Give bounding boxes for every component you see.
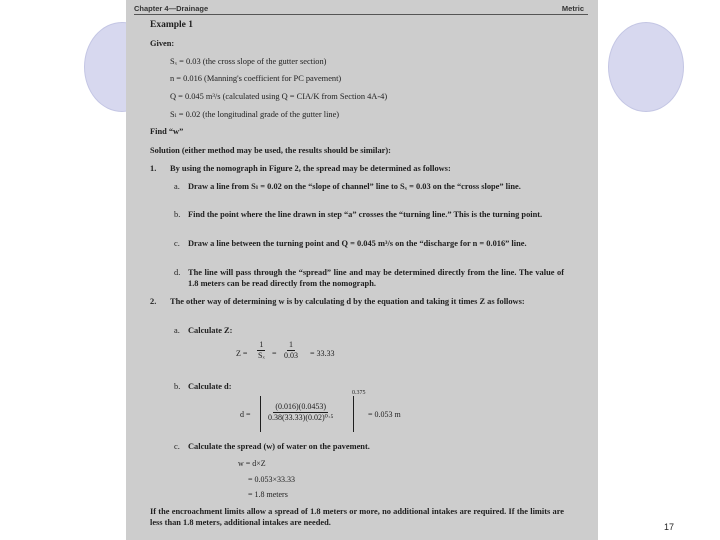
given-sx: Sₓ = 0.03 (the cross slope of the gutter section) <box>170 57 327 66</box>
step1-a-text: Draw a line from Sₗ = 0.02 on the “slope of channel” line to Sₓ = 0.03 on the “cross slope” line. <box>188 182 521 191</box>
step1-number: 1. <box>150 164 157 173</box>
z-equals: = <box>272 349 277 358</box>
w-line-1: w = d×Z <box>238 459 266 468</box>
given-q: Q = 0.045 m³/s (calculated using Q = CIA/K from Section 4A-4) <box>170 92 388 101</box>
z-lhs: Z = <box>236 349 248 358</box>
scanned-page <box>126 0 598 540</box>
w-line-3: = 1.8 meters <box>248 490 288 499</box>
z-fraction-2-numerator: 1 <box>289 340 293 349</box>
step2-c-label: c. <box>174 442 180 451</box>
z-result: = 33.33 <box>310 349 335 358</box>
conclusion-text: If the encroachment limits allow a spread of 1.8 meters or more, no additional intakes are required. If the limits are less than 1.8 meters, additional intakes are needed. <box>150 507 564 527</box>
z-fraction-2 <box>282 340 300 361</box>
step1-c-text: Draw a line between the turning point and Q = 0.045 m³/s on the “discharge for n = 0.016” line. <box>188 239 527 248</box>
step2-text: The other way of determining w is by calculating d by the equation and taking it times Z as follows: <box>170 297 525 306</box>
d-numerator: (0.016)(0.0453) <box>275 402 326 411</box>
step1-d-text: The line will pass through the “spread” line and may be determined directly from the line. The value of 1.8 meters can be read directly from the nomograph. <box>188 268 564 288</box>
d-exponent: 0.375 <box>352 390 366 396</box>
z-fraction-1 <box>256 340 267 361</box>
d-fraction <box>266 402 335 423</box>
d-result: = 0.053 m <box>368 410 401 419</box>
find-line: Find “w” <box>150 127 184 136</box>
step1-a-label: a. <box>174 182 180 191</box>
given-label: Given: <box>150 39 175 48</box>
step1-b-label: b. <box>174 210 181 219</box>
d-denominator: 0.38(33.33)(0.02)⁰·⁵ <box>268 413 334 422</box>
header-rule <box>134 14 588 15</box>
given-sl: Sₗ = 0.02 (the longitudinal grade of the gutter line) <box>170 110 340 119</box>
decorative-circle-right <box>608 22 684 112</box>
step2-b-text: Calculate d: <box>188 382 232 391</box>
step1-c-label: c. <box>174 239 180 248</box>
solution-line: Solution (either method may be used, the results should be similar): <box>150 146 391 155</box>
step2-b-label: b. <box>174 382 181 391</box>
step1-b-text: Find the point where the line drawn in step “a” crosses the “turning line.” This is the turning point. <box>188 210 543 219</box>
units-header: Metric <box>561 4 584 13</box>
z-fraction-1-denominator: Sₓ <box>258 351 265 360</box>
given-n: n = 0.016 (Manning's coefficient for PC pavement) <box>170 74 342 83</box>
z-fraction-1-numerator: 1 <box>259 340 264 349</box>
step2-c-text: Calculate the spread (w) of water on the pavement. <box>188 442 370 451</box>
z-fraction-2-denominator: 0.03 <box>284 351 298 360</box>
d-lhs: d = <box>240 410 251 419</box>
step2-a-label: a. <box>174 326 180 335</box>
slide-page-number: 17 <box>664 522 675 532</box>
example-title: Example 1 <box>150 20 194 30</box>
w-line-2: = 0.053×33.33 <box>248 475 296 484</box>
chapter-header: Chapter 4—Drainage <box>134 4 209 13</box>
step1-text: By using the nomograph in Figure 2, the spread may be determined as follows: <box>170 164 451 173</box>
step1-d-label: d. <box>174 268 181 277</box>
step2-a-text: Calculate Z: <box>188 326 233 335</box>
step2-number: 2. <box>150 297 157 306</box>
